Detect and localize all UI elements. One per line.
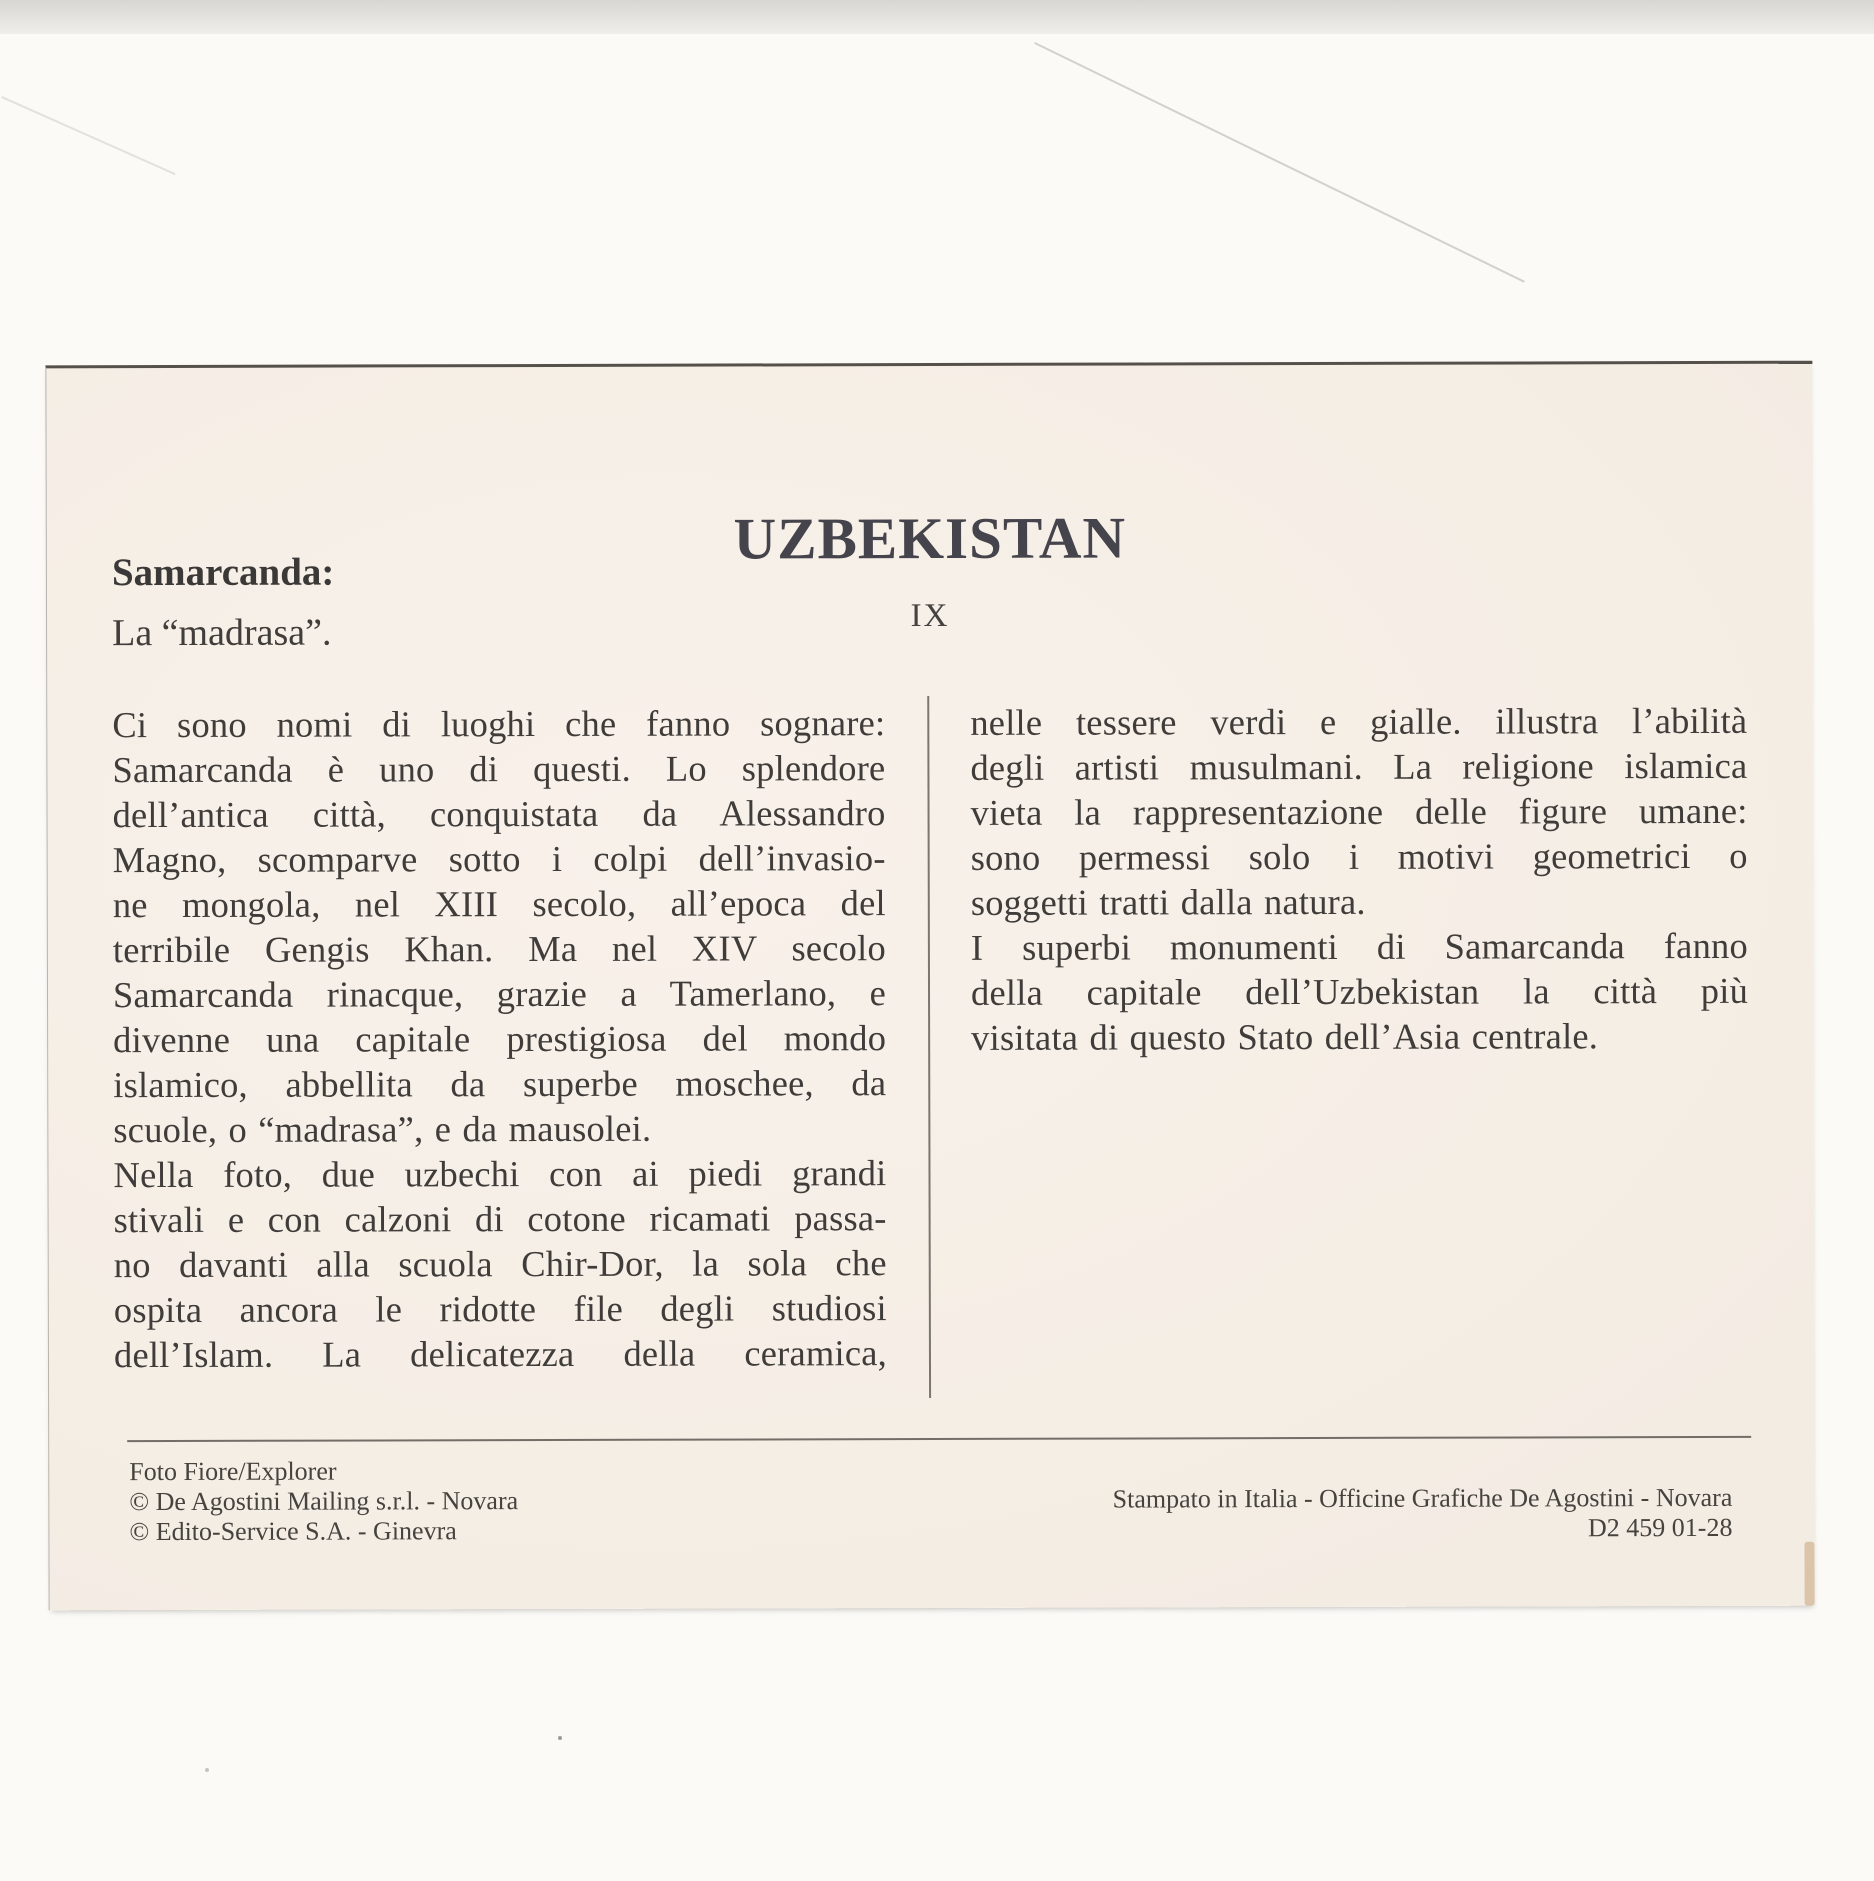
text-line: I superbi monumenti di Samarcanda fanno	[970, 924, 1748, 968]
text-line: Samarcanda è uno di questi. Lo splendore	[112, 747, 886, 791]
text-line: nelle tessere verdi e gialle. illustra l’abilità	[970, 699, 1748, 743]
text-line: ne mongola, nel XIII secolo, all’epoca del	[112, 882, 886, 926]
postcard-back	[45, 361, 1815, 1611]
card-title: UZBEKISTAN	[733, 504, 1127, 572]
text-line: stivali e con calzoni di cotone ricamati passa-	[113, 1197, 887, 1241]
credits-left	[129, 1456, 518, 1547]
text-line: Stampato in Italia - Officine Grafiche De Agostini - Novara	[1112, 1482, 1733, 1514]
text-line: islamico, abbellita da superbe moschee, da	[113, 1062, 887, 1106]
text-line: soggetti tratti dalla natura.	[970, 880, 1366, 923]
scan-crease-artifact	[1034, 42, 1525, 283]
scan-speck	[205, 1768, 209, 1772]
text-line: scuole, o “madrasa”, e da mausolei.	[113, 1107, 652, 1151]
column-divider-rule	[927, 696, 931, 1398]
text-line: © Edito-Service S.A. - Ginevra	[129, 1516, 457, 1547]
text-line: D2 459 01-28	[1587, 1512, 1733, 1543]
body-left-column	[112, 700, 887, 1377]
text-line: visitata di questo Stato dell’Asia centrale.	[971, 1015, 1599, 1058]
text-line: Nella foto, due uzbechi con ai piedi grandi	[113, 1152, 887, 1196]
scan-speck	[558, 1736, 562, 1740]
text-line: divenne una capitale prestigiosa del mondo	[113, 1017, 887, 1061]
subject-heading	[112, 550, 335, 657]
scan-crease-artifact	[1, 96, 175, 175]
series-number: IX	[910, 597, 950, 635]
body-right-column	[970, 698, 1748, 1060]
worn-edge-artifact	[1804, 1542, 1814, 1606]
subject-name: Samarcanda:	[111, 550, 335, 595]
text-line: Ci sono nomi di luoghi che fanno sognare:	[112, 702, 886, 746]
text-line: terribile Gengis Khan. Ma nel XIV secolo	[112, 927, 886, 971]
text-line: ospita ancora le ridotte file degli studiosi	[113, 1287, 887, 1331]
scan-top-band	[0, 0, 1874, 34]
text-line: vieta la rappresentazione delle figure umane:	[970, 789, 1748, 833]
text-line: dell’Islam. La delicatezza della ceramica,	[113, 1332, 888, 1376]
text-line: Foto Fiore/Explorer	[129, 1456, 337, 1487]
text-line: © De Agostini Mailing s.r.l. - Novara	[129, 1486, 519, 1517]
text-line: dell’antica città, conquistata da Alessandro	[112, 792, 886, 836]
text-line: no davanti alla scuola Chir-Dor, la sola che	[113, 1242, 887, 1286]
subject-caption: La “madrasa”.	[112, 611, 332, 655]
text-line: sono permessi solo i motivi geometrici o	[970, 834, 1748, 878]
text-line: Samarcanda rinacque, grazie a Tamerlano, e	[112, 972, 887, 1016]
text-line: Magno, scomparve sotto i colpi dell’invasio-	[112, 837, 886, 881]
credits-right	[1113, 1483, 1733, 1545]
footer-divider-rule	[127, 1436, 1751, 1442]
text-line: degli artisti musulmani. La religione islamica	[970, 744, 1748, 788]
text-line: della capitale dell’Uzbekistan la città più	[970, 969, 1749, 1013]
